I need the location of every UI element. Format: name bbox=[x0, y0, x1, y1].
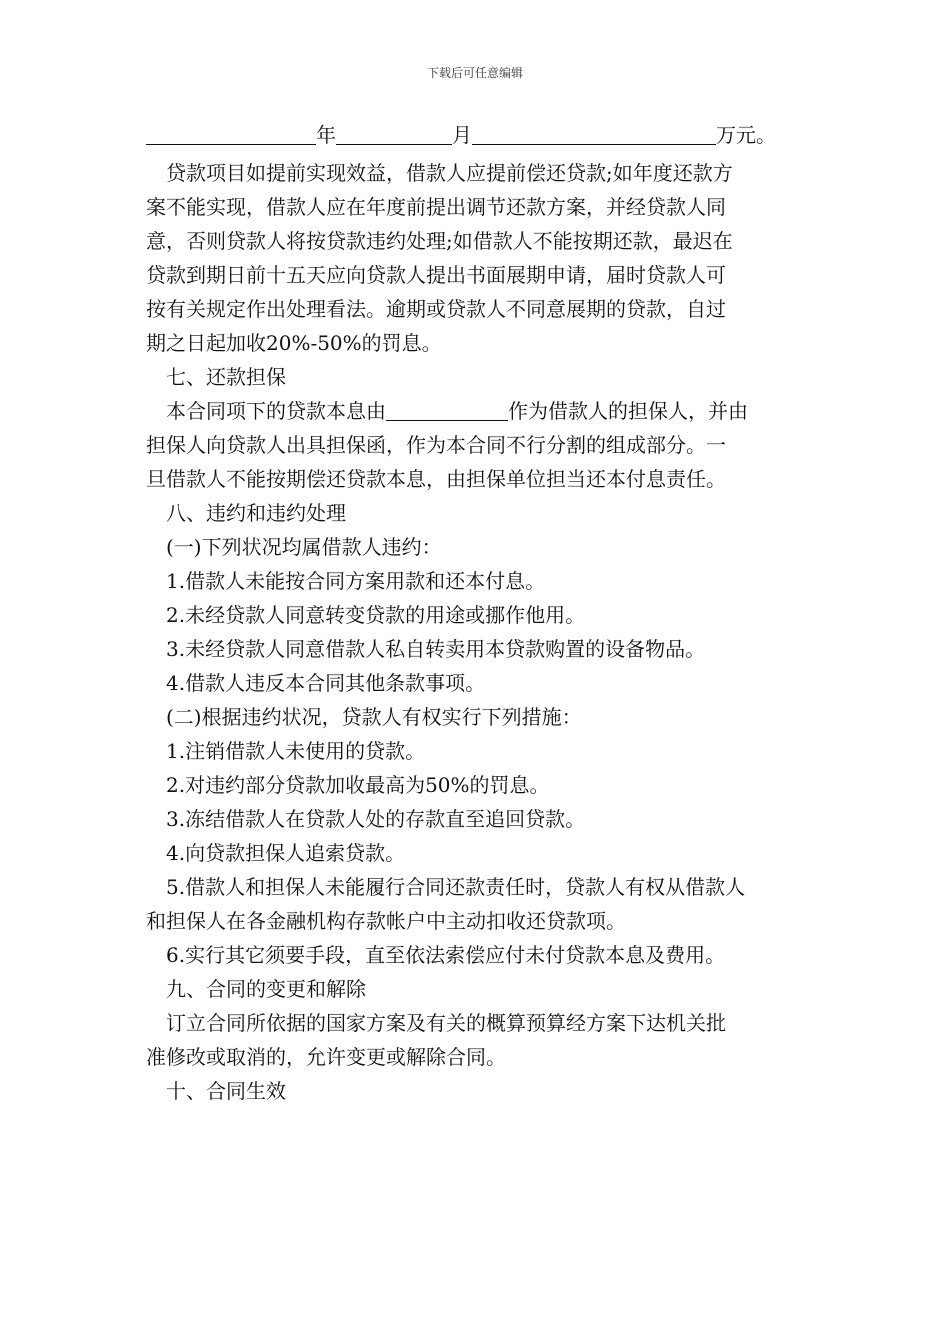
section-heading: 七、还款担保 bbox=[166, 365, 286, 389]
paragraph-line: 贷款到期日前十五天应向贷款人提出书面展期申请，届时贷款人可 bbox=[146, 263, 726, 287]
list-item: 1.借款人未能按合同方案用款和还本付息。 bbox=[166, 569, 546, 593]
list-item: 3.未经贷款人同意借款人私自转卖用本贷款购置的设备物品。 bbox=[166, 637, 706, 661]
guarantee-text: 作为借款人的担保人，并由 bbox=[508, 399, 748, 423]
list-item: 6.实行其它须要手段，直至依法索偿应付未付贷款本息及费用。 bbox=[166, 943, 726, 967]
blank-field[interactable] bbox=[146, 122, 316, 145]
section-heading: 八、违约和违约处理 bbox=[166, 501, 346, 525]
paragraph-line: 期之日起加收20%-50%的罚息。 bbox=[146, 331, 442, 355]
list-item: 4.向贷款担保人追索贷款。 bbox=[166, 841, 406, 865]
year-label: 年 bbox=[316, 123, 336, 147]
unit-label: 万元。 bbox=[716, 123, 776, 147]
paragraph-line: 担保人向贷款人出具担保函，作为本合同不行分割的组成部分。一 bbox=[146, 433, 726, 457]
subsection-heading: (二)根据违约状况，贷款人有权实行下列措施： bbox=[166, 705, 582, 729]
document-body bbox=[146, 118, 816, 1108]
list-item: 2.对违约部分贷款加收最高为50%的罚息。 bbox=[166, 773, 550, 797]
list-item: 5.借款人和担保人未能履行合同还款责任时，贷款人有权从借款人 bbox=[166, 875, 746, 899]
list-item-continued: 和担保人在各金融机构存款帐户中主动扣收还贷款项。 bbox=[146, 909, 626, 933]
section-heading: 十、合同生效 bbox=[166, 1079, 286, 1103]
list-item: 1.注销借款人未使用的贷款。 bbox=[166, 739, 426, 763]
paragraph-line: 意，否则贷款人将按贷款违约处理;如借款人不能按期还款，最迟在 bbox=[146, 229, 733, 253]
guarantee-text: 本合同项下的贷款本息由 bbox=[166, 399, 386, 423]
paragraph-line: 订立合同所依据的国家方案及有关的概算预算经方案下达机关批 bbox=[166, 1011, 726, 1035]
list-item: 2.未经贷款人同意转变贷款的用途或挪作他用。 bbox=[166, 603, 586, 627]
page-header: 下载后可任意编辑 bbox=[426, 66, 523, 80]
blank-field[interactable] bbox=[472, 122, 716, 145]
month-label: 月 bbox=[452, 123, 472, 147]
list-item: 3.冻结借款人在贷款人处的存款直至追回贷款。 bbox=[166, 807, 586, 831]
paragraph-line: 案不能实现，借款人应在年度前提出调节还款方案，并经贷款人同 bbox=[146, 195, 726, 219]
amount-line bbox=[146, 118, 816, 152]
paragraph-line: 旦借款人不能按期偿还贷款本息，由担保单位担当还本付息责任。 bbox=[146, 467, 726, 491]
blank-field[interactable] bbox=[336, 122, 452, 145]
paragraph-line: 贷款项目如提前实现效益，借款人应提前偿还贷款;如年度还款方 bbox=[166, 161, 733, 185]
blank-field[interactable] bbox=[386, 398, 508, 421]
paragraph-line: 准修改或取消的，允许变更或解除合同。 bbox=[146, 1045, 506, 1069]
paragraph-line bbox=[146, 394, 816, 428]
section-heading: 九、合同的变更和解除 bbox=[166, 977, 366, 1001]
paragraph-line: 按有关规定作出处理看法。逾期或贷款人不同意展期的贷款，自过 bbox=[146, 297, 726, 321]
subsection-heading: (一)下列状况均属借款人违约： bbox=[166, 535, 442, 559]
list-item: 4.借款人违反本合同其他条款事项。 bbox=[166, 671, 486, 695]
